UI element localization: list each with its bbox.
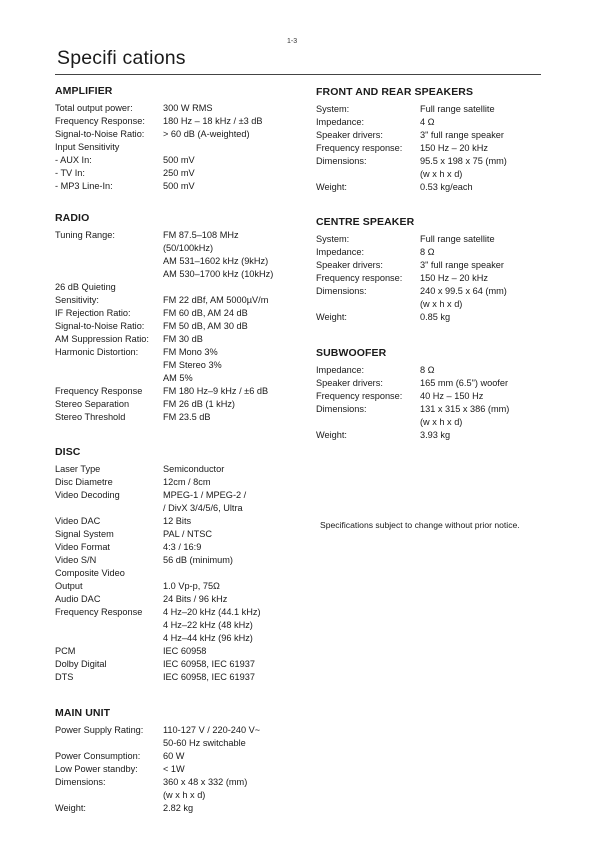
spec-row (55, 154, 305, 167)
spec-value: Full range satellite (420, 234, 495, 244)
spec-row (55, 619, 305, 632)
spec-label: Power Supply Rating: (55, 725, 144, 735)
spec-row (55, 528, 305, 541)
section-front-rear-speakers (316, 86, 548, 194)
spec-label: Weight: (316, 312, 347, 322)
spec-label: Speaker drivers: (316, 260, 383, 270)
spec-value: 3.93 kg (420, 430, 451, 440)
section-heading: SUBWOOFER (316, 347, 387, 359)
spec-label: Weight: (55, 803, 86, 813)
spec-value: 8 Ω (420, 247, 435, 257)
spec-row (55, 268, 305, 281)
spec-value: 12 Bits (163, 516, 192, 526)
section-heading: CENTRE SPEAKER (316, 216, 415, 228)
spec-label: Dimensions: (55, 777, 106, 787)
spec-value: 3" full range speaker (420, 260, 504, 270)
spec-label (55, 268, 163, 281)
spec-label: Weight: (316, 182, 347, 192)
spec-value: Full range satellite (420, 104, 495, 114)
spec-label: PCM (55, 646, 76, 656)
spec-label: Composite Video (55, 568, 125, 578)
spec-label (316, 416, 420, 429)
page-number: 1-3 (287, 38, 298, 45)
spec-row (316, 298, 548, 311)
spec-value: AM 5% (163, 373, 193, 383)
spec-label: Low Power standby: (55, 764, 138, 774)
spec-row (55, 398, 305, 411)
section-disc (55, 446, 305, 684)
spec-label: Dimensions: (316, 404, 367, 414)
spec-label: 26 dB Quieting (55, 282, 116, 292)
spec-value: 4 Hz–22 kHz (48 kHz) (163, 620, 253, 630)
spec-value: 40 Hz – 150 Hz (420, 391, 484, 401)
spec-row (316, 246, 548, 259)
section-heading: RADIO (55, 212, 90, 224)
spec-row (316, 285, 548, 298)
spec-row (55, 128, 305, 141)
spec-value: FM 23.5 dB (163, 412, 211, 422)
spec-row (55, 115, 305, 128)
spec-value: 60 W (163, 751, 185, 761)
spec-label: AM Suppression Ratio: (55, 334, 149, 344)
spec-row (316, 272, 548, 285)
spec-value: FM 26 dB (1 kHz) (163, 399, 235, 409)
spec-row (316, 416, 548, 429)
spec-value: 4 Hz–20 kHz (44.1 kHz) (163, 607, 261, 617)
spec-row (55, 658, 305, 671)
spec-label: Frequency Response (55, 386, 143, 396)
spec-value: > 60 dB (A-weighted) (163, 129, 250, 139)
spec-label (55, 789, 163, 802)
section-amplifier (55, 85, 305, 193)
spec-label (55, 619, 163, 632)
spec-label (316, 168, 420, 181)
spec-value: FM Mono 3% (163, 347, 218, 357)
spec-label: Disc Diametre (55, 477, 113, 487)
spec-row (55, 346, 305, 359)
spec-row (55, 385, 305, 398)
spec-row (55, 567, 305, 580)
spec-label: Frequency Response (55, 607, 143, 617)
spec-label: IF Rejection Ratio: (55, 308, 131, 318)
spec-row (55, 776, 305, 789)
spec-value: AM 530–1700 kHz (10kHz) (163, 269, 274, 279)
spec-row (55, 476, 305, 489)
spec-label: Dolby Digital (55, 659, 107, 669)
spec-list (55, 229, 305, 424)
spec-label: Tuning Range: (55, 230, 115, 240)
spec-value: (w x h x d) (420, 169, 463, 179)
spec-row (55, 606, 305, 619)
spec-label: Weight: (316, 430, 347, 440)
spec-row (55, 141, 305, 154)
spec-label: Impedance: (316, 247, 365, 257)
spec-value: 180 Hz – 18 kHz / ±3 dB (163, 116, 263, 126)
spec-row (55, 281, 305, 294)
spec-row (55, 180, 305, 193)
spec-value: (w x h x d) (420, 299, 463, 309)
spec-value: (50/100kHz) (163, 243, 214, 253)
section-radio (55, 212, 305, 424)
spec-value: FM 180 Hz–9 kHz / ±6 dB (163, 386, 269, 396)
spec-row (55, 320, 305, 333)
spec-label: Speaker drivers: (316, 378, 383, 388)
spec-label: Harmonic Distortion: (55, 347, 139, 357)
spec-value: Semiconductor (163, 464, 225, 474)
spec-label: - AUX In: (55, 155, 92, 165)
spec-value: PAL / NTSC (163, 529, 213, 539)
spec-value: 56 dB (minimum) (163, 555, 233, 565)
spec-row (316, 116, 548, 129)
spec-value: 50-60 Hz switchable (163, 738, 246, 748)
disclaimer-note: Specifications subject to change without prior notice. (320, 520, 520, 530)
spec-label (55, 359, 163, 372)
spec-row (55, 359, 305, 372)
spec-row (55, 724, 305, 737)
spec-label: DTS (55, 672, 74, 682)
spec-value: 12cm / 8cm (163, 477, 211, 487)
spec-row (55, 463, 305, 476)
spec-list (316, 364, 548, 442)
spec-row (55, 541, 305, 554)
spec-row (55, 580, 305, 593)
spec-label (55, 372, 163, 385)
spec-label: Dimensions: (316, 286, 367, 296)
spec-value: FM 50 dB, AM 30 dB (163, 321, 248, 331)
spec-label: Signal-to-Noise Ratio: (55, 129, 145, 139)
section-centre-speaker (316, 216, 548, 324)
spec-label: Frequency response: (316, 391, 403, 401)
spec-label: System: (316, 104, 350, 114)
spec-label (55, 502, 163, 515)
section-heading: FRONT AND REAR SPEAKERS (316, 86, 474, 98)
spec-value: 2.82 kg (163, 803, 194, 813)
spec-label: Frequency response: (316, 273, 403, 283)
spec-row (316, 129, 548, 142)
spec-label: Impedance: (316, 117, 365, 127)
spec-label: Speaker drivers: (316, 130, 383, 140)
section-heading: MAIN UNIT (55, 707, 111, 719)
spec-value: 131 x 315 x 386 (mm) (420, 404, 510, 414)
spec-value: 150 Hz – 20 kHz (420, 273, 488, 283)
spec-row (316, 429, 548, 442)
spec-row (55, 671, 305, 684)
spec-value: 360 x 48 x 332 (mm) (163, 777, 248, 787)
spec-row (55, 411, 305, 424)
spec-value: 500 mV (163, 181, 195, 191)
section-subwoofer (316, 347, 548, 442)
spec-row (55, 294, 305, 307)
spec-label: Total output power: (55, 103, 133, 113)
spec-label: Impedance: (316, 365, 365, 375)
spec-value: 24 Bits / 96 kHz (163, 594, 228, 604)
spec-value: FM 22 dBf, AM 5000µV/m (163, 295, 269, 305)
spec-row (316, 259, 548, 272)
spec-row (55, 255, 305, 268)
section-heading: AMPLIFIER (55, 85, 113, 97)
spec-value: 110-127 V / 220-240 V~ (163, 725, 261, 735)
spec-row (55, 229, 305, 242)
spec-row (55, 645, 305, 658)
spec-label: Output (55, 581, 83, 591)
spec-row (316, 403, 548, 416)
spec-row (316, 155, 548, 168)
spec-value: FM 87.5–108 MHz (163, 230, 239, 240)
spec-label: - MP3 Line-In: (55, 181, 113, 191)
spec-row (55, 737, 305, 750)
spec-list (55, 463, 305, 684)
spec-row (55, 763, 305, 776)
spec-value: 8 Ω (420, 365, 435, 375)
spec-value: / DivX 3/4/5/6, Ultra (163, 503, 243, 513)
spec-row (316, 364, 548, 377)
spec-label: Frequency Response: (55, 116, 145, 126)
spec-row (55, 102, 305, 115)
spec-row (55, 593, 305, 606)
spec-list (55, 724, 305, 815)
spec-list (316, 233, 548, 324)
spec-label (316, 298, 420, 311)
spec-label: Input Sensitivity (55, 142, 120, 152)
section-heading: DISC (55, 446, 81, 458)
spec-value: FM 30 dB (163, 334, 203, 344)
spec-value: 4 Ω (420, 117, 435, 127)
spec-list (55, 102, 305, 193)
spec-value: 300 W RMS (163, 103, 213, 113)
spec-value: 95.5 x 198 x 75 (mm) (420, 156, 507, 166)
spec-row (316, 377, 548, 390)
spec-value: 250 mV (163, 168, 195, 178)
spec-label (55, 242, 163, 255)
spec-row (316, 311, 548, 324)
spec-row (316, 168, 548, 181)
spec-list (316, 103, 548, 194)
spec-value: 150 Hz – 20 kHz (420, 143, 488, 153)
spec-row (55, 750, 305, 763)
spec-label: Stereo Threshold (55, 412, 126, 422)
spec-row (316, 103, 548, 116)
spec-value: 3" full range speaker (420, 130, 504, 140)
spec-value: 500 mV (163, 155, 195, 165)
spec-label (55, 255, 163, 268)
spec-row (55, 167, 305, 180)
spec-row (55, 789, 305, 802)
spec-value: 165 mm (6.5") woofer (420, 378, 509, 388)
title-divider (55, 74, 541, 75)
spec-row (316, 181, 548, 194)
spec-label: Dimensions: (316, 156, 367, 166)
spec-value: 0.53 kg/each (420, 182, 473, 192)
spec-label: - TV In: (55, 168, 85, 178)
spec-value: IEC 60958, IEC 61937 (163, 672, 255, 682)
spec-value: 4:3 / 16:9 (163, 542, 202, 552)
spec-label: Video Format (55, 542, 110, 552)
spec-row (55, 489, 305, 502)
spec-value: 240 x 99.5 x 64 (mm) (420, 286, 507, 296)
spec-value: (w x h x d) (163, 790, 206, 800)
spec-label: Power Consumption: (55, 751, 141, 761)
spec-value: < 1W (163, 764, 185, 774)
spec-value: AM 531–1602 kHz (9kHz) (163, 256, 269, 266)
spec-label: System: (316, 234, 350, 244)
spec-label: Laser Type (55, 464, 101, 474)
spec-row (55, 802, 305, 815)
spec-row (55, 372, 305, 385)
spec-value: FM Stereo 3% (163, 360, 222, 370)
spec-row (55, 307, 305, 320)
spec-label: Signal System (55, 529, 114, 539)
spec-row (55, 554, 305, 567)
spec-value: IEC 60958 (163, 646, 207, 656)
spec-row (55, 502, 305, 515)
spec-row (316, 390, 548, 403)
spec-label: Frequency response: (316, 143, 403, 153)
page-title: Specifi cations (57, 47, 186, 69)
spec-row (316, 233, 548, 246)
spec-value: (w x h x d) (420, 417, 463, 427)
spec-label: Video DAC (55, 516, 101, 526)
spec-row (55, 632, 305, 645)
section-main-unit (55, 707, 305, 815)
spec-label: Stereo Separation (55, 399, 130, 409)
spec-row (316, 142, 548, 155)
spec-value: 4 Hz–44 kHz (96 kHz) (163, 633, 253, 643)
spec-label: Video S/N (55, 555, 97, 565)
spec-value: IEC 60958, IEC 61937 (163, 659, 255, 669)
spec-value: FM 60 dB, AM 24 dB (163, 308, 248, 318)
spec-row (55, 333, 305, 346)
spec-label: Audio DAC (55, 594, 101, 604)
spec-value: 1.0 Vp-p, 75Ω (163, 581, 220, 591)
spec-label (55, 632, 163, 645)
spec-label: Signal-to-Noise Ratio: (55, 321, 145, 331)
spec-row (55, 242, 305, 255)
spec-label: Video Decoding (55, 490, 120, 500)
spec-value: MPEG-1 / MPEG-2 / (163, 490, 247, 500)
spec-label (55, 737, 163, 750)
spec-value: 0.85 kg (420, 312, 451, 322)
spec-label: Sensitivity: (55, 295, 99, 305)
spec-row (55, 515, 305, 528)
